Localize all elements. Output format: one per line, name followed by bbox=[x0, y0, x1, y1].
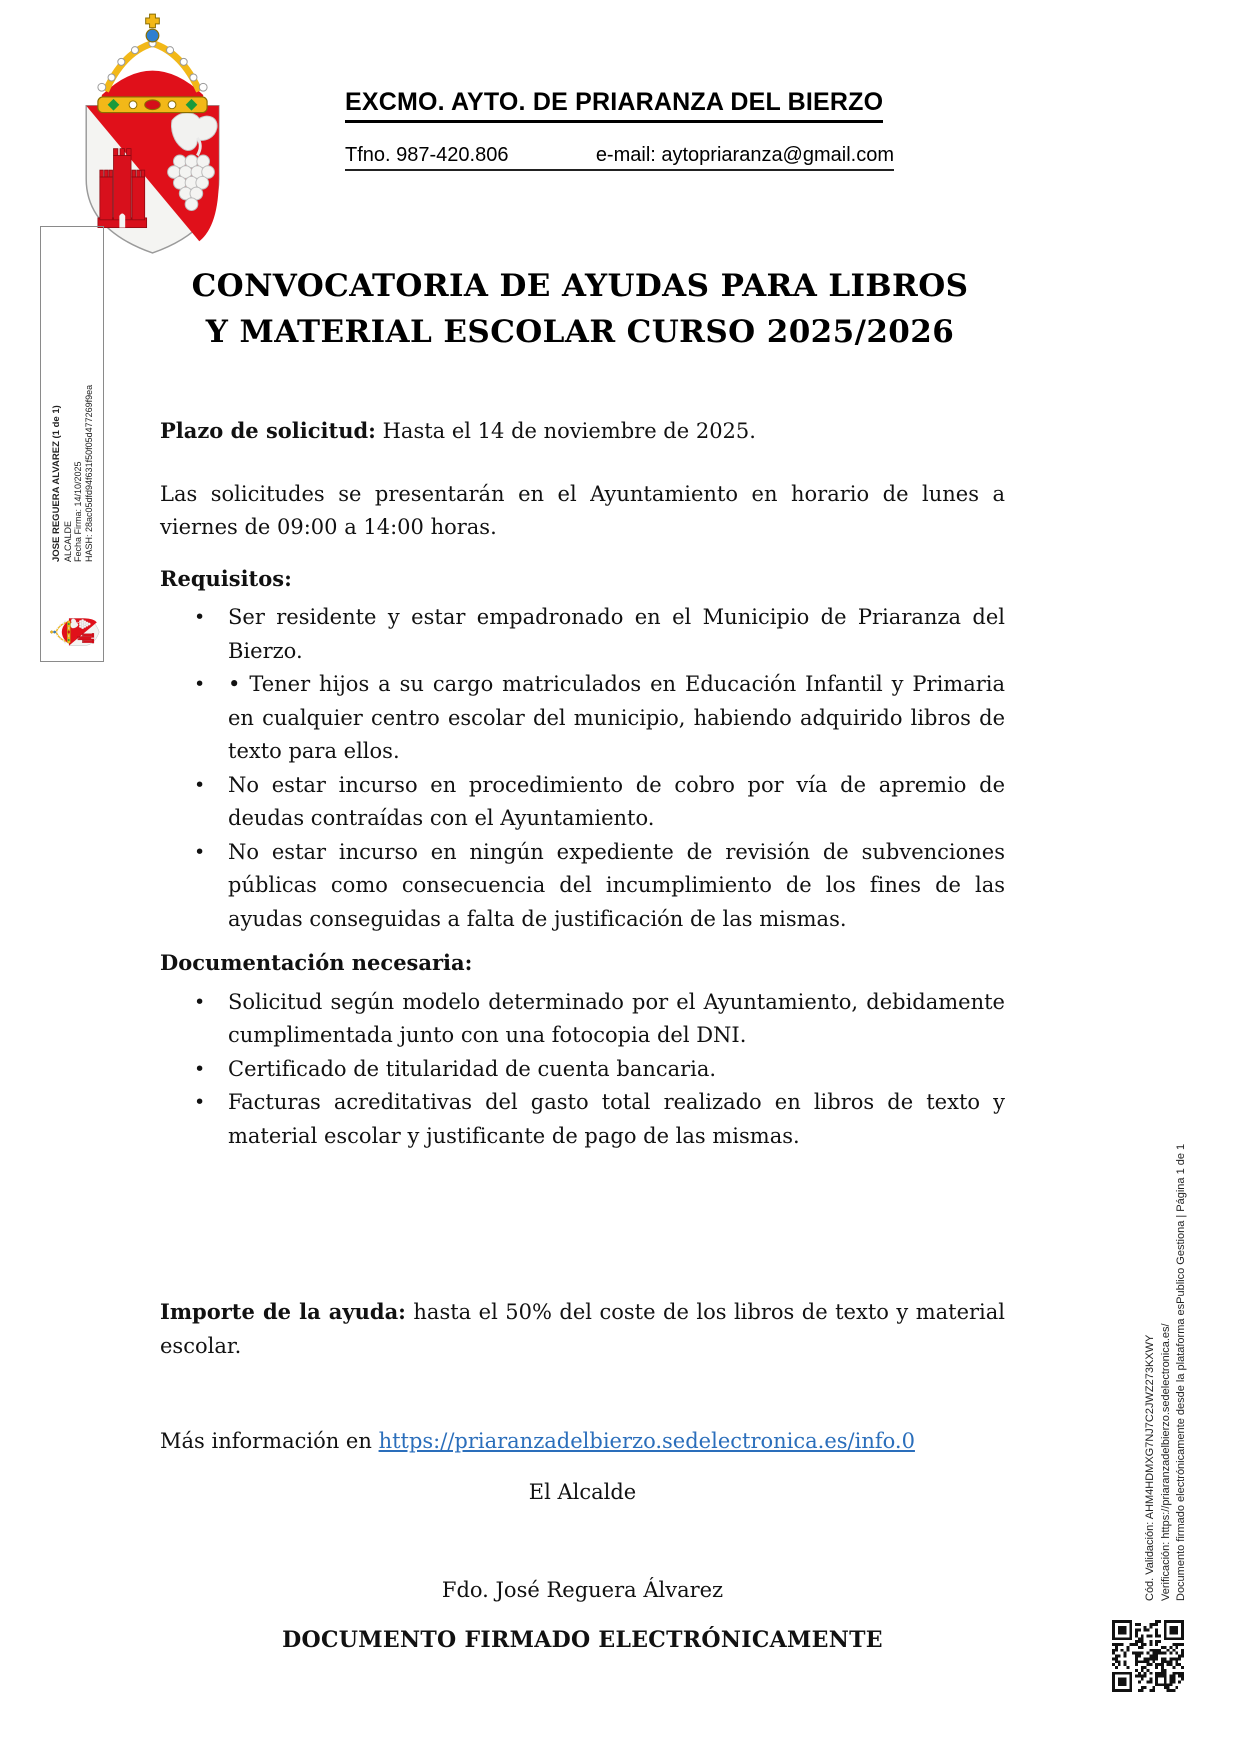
list-item: • Solicitud según modelo determinado por el Ayuntamiento, debidamente cumplimentada junto con una fotocopia del DNI. bbox=[160, 986, 1005, 1053]
list-item: • No estar incurso en procedimiento de cobro por vía de apremio de deudas contraídas con el Ayuntamiento. bbox=[160, 769, 1005, 836]
title-line-2: Y MATERIAL ESCOLAR CURSO 2025/2026 bbox=[205, 314, 955, 350]
list-item: • • Tener hijos a su cargo matriculados en Educación Infantil y Primaria en cualquier centro escolar del municipio, habiendo adquirido libros de texto para ellos. bbox=[160, 668, 1005, 769]
info-paragraph bbox=[160, 1425, 1005, 1459]
documentacion-heading: Documentación necesaria: bbox=[160, 950, 473, 975]
requisitos-list bbox=[160, 601, 1005, 936]
documentacion-list bbox=[160, 986, 1005, 1154]
presentacion-paragraph: Las solicitudes se presentarán en el Ayuntamiento en horario de lunes a viernes de 09:00 a 14:00 horas. bbox=[160, 481, 1005, 539]
list-item: • Facturas acreditativas del gasto total realizado en libros de texto y material escolar y justificante de pago de las mismas. bbox=[160, 1086, 1005, 1153]
list-item: • Ser residente y estar empadronado en el Municipio de Priaranza del Bierzo. bbox=[160, 601, 1005, 668]
org-name: EXCMO. AYTO. DE PRIARANZA DEL BIERZO bbox=[345, 88, 883, 123]
plazo-text: Hasta el 14 de noviembre de 2025. bbox=[375, 419, 756, 443]
stamp-role: ALCALDE bbox=[62, 520, 73, 562]
stamp-verificacion: Verificación: https://priaranzadelbierzo.sedelectronica.es/ bbox=[1159, 1323, 1172, 1601]
stamp-documento: Documento firmado electrónicamente desde la plataforma esPublico Gestiona | Página 1 de 1 bbox=[1175, 1143, 1187, 1601]
list-item: • Certificado de titularidad de cuenta bancaria. bbox=[160, 1053, 1005, 1087]
bullet-icon: • bbox=[194, 990, 206, 1013]
title-line-1: CONVOCATORIA DE AYUDAS PARA LIBROS bbox=[191, 268, 969, 304]
bullet-icon: • bbox=[194, 840, 206, 863]
stamp-coat-of-arms bbox=[50, 612, 100, 652]
alcalde-line: El Alcalde bbox=[528, 1479, 637, 1504]
importe-text: hasta el 50% del coste de los libros de texto y material escolar. bbox=[160, 1300, 1005, 1358]
bullet-icon: • bbox=[194, 606, 206, 628]
document-body bbox=[160, 400, 1005, 1657]
info-prefix: Más información en bbox=[160, 1429, 379, 1453]
stamp-signer: JOSE REGUERA ALVAREZ (1 de 1) bbox=[51, 405, 62, 562]
importe-paragraph bbox=[160, 1295, 1005, 1363]
bullet-icon: • bbox=[194, 673, 206, 695]
bullet-icon: • bbox=[194, 773, 206, 796]
stamp-hash: HASH: 28ac05dfd94f631f50f05d477269f9ea bbox=[83, 384, 94, 562]
bullet-icon: • bbox=[194, 1091, 206, 1113]
importe-label: Importe de la ayuda: bbox=[160, 1299, 406, 1324]
bullet-icon: • bbox=[194, 1057, 206, 1080]
stamp-fecha-firma: Fecha Firma: 14/10/2025 bbox=[73, 461, 83, 562]
letterhead bbox=[345, 88, 894, 171]
document-title bbox=[150, 263, 1010, 355]
email-address: e-mail: aytopriaranza@gmail.com bbox=[595, 144, 894, 166]
phone-number: Tfno. 987-420.806 bbox=[345, 144, 509, 166]
firmado-line: DOCUMENTO FIRMADO ELECTRÓNICAMENTE bbox=[282, 1626, 883, 1653]
plazo-paragraph bbox=[160, 414, 1005, 449]
coat-of-arms bbox=[55, 12, 250, 258]
contact-line bbox=[345, 144, 894, 171]
info-link[interactable]: https://priaranzadelbierzo.sedelectronica.es/info.0 bbox=[378, 1429, 915, 1453]
requisitos-heading: Requisitos: bbox=[160, 565, 292, 591]
validation-stamp-text bbox=[1143, 949, 1190, 1601]
firmante-line: Fdo. José Reguera Álvarez bbox=[441, 1578, 724, 1602]
list-item: • No estar incurso en ningún expediente de revisión de subvenciones públicas como consecuencia del incumplimiento de los fines de las ayudas conseguidas a falta de justificación de las mismas. bbox=[160, 836, 1005, 937]
plazo-label: Plazo de solicitud: bbox=[160, 418, 376, 443]
qr-code bbox=[1112, 1620, 1184, 1692]
stamp-cod-validacion: Cód. Validación: AHM4HDMXG7NJ7C2JWZ273KXWY bbox=[1144, 1334, 1156, 1601]
signature-stamp-text bbox=[52, 250, 94, 562]
